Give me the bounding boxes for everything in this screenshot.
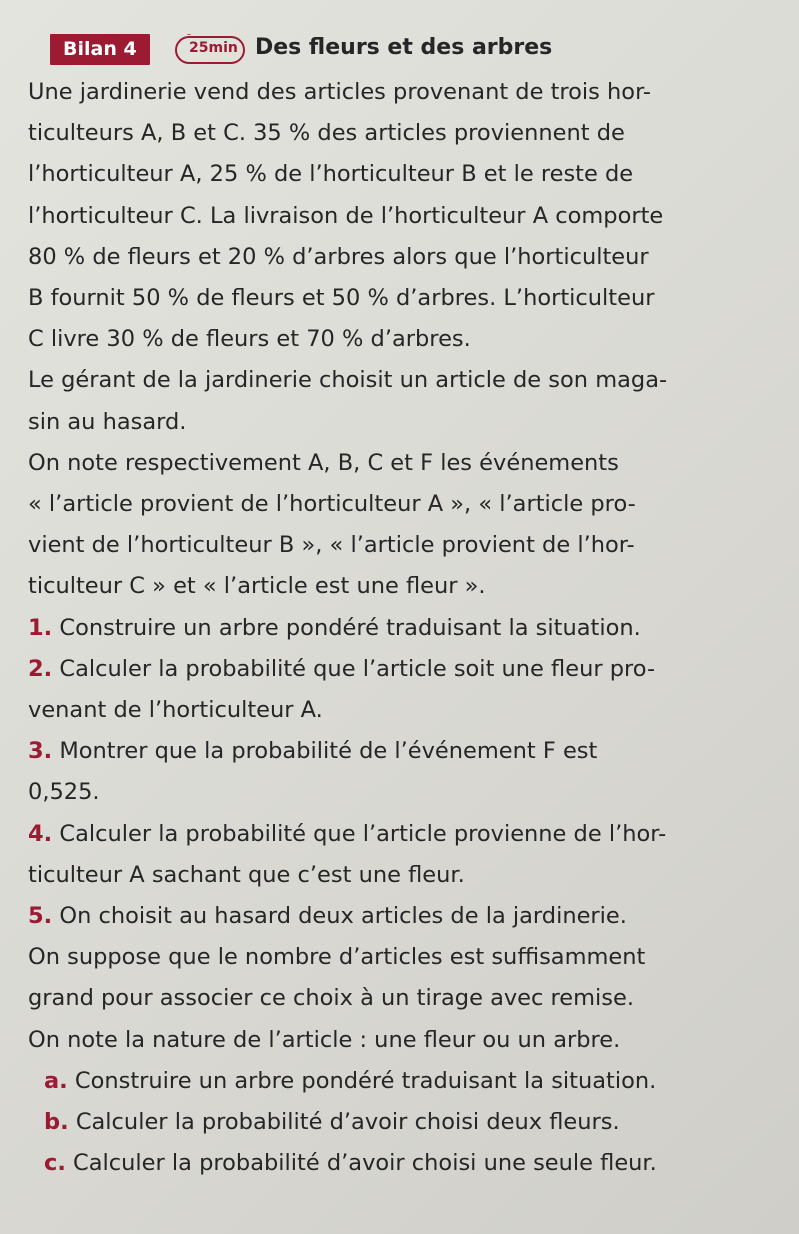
- question-text: Montrer que la probabilité de l’événement F est: [59, 738, 598, 765]
- subquestion-letter: c.: [44, 1150, 66, 1177]
- question-5-cont: grand pour associer ce choix à un tirage avec remise.: [28, 985, 635, 1012]
- timer-badge: [175, 34, 243, 64]
- subquestion-b: [14, 1102, 789, 1143]
- question-5-cont: On note la nature de l’article : une fleur ou un arbre.: [28, 1026, 621, 1053]
- intro-line: l’horticulteur A, 25 % de l’horticulteur B et le reste de: [28, 161, 634, 188]
- exercise-header: [14, 26, 789, 72]
- question-2-cont: venant de l’horticulteur A.: [28, 697, 323, 724]
- intro-line: ticulteur C » et « l’article est une fleur ».: [28, 573, 486, 600]
- question-4: [14, 814, 789, 855]
- question-number: 5.: [28, 903, 53, 930]
- subquestion-text: Calculer la probabilité d’avoir choisi deux fleurs.: [75, 1109, 620, 1136]
- question-2: [14, 649, 789, 690]
- question-1: [14, 608, 789, 649]
- question-5: [14, 896, 789, 937]
- intro-line: Une jardinerie vend des articles provenant de trois hor-: [28, 79, 652, 105]
- intro-line: ticulteurs A, B et C. 35 % des articles proviennent de: [28, 120, 625, 147]
- question-number: 3.: [28, 738, 53, 765]
- intro-text: [14, 72, 789, 608]
- subquestion-letter: a.: [44, 1067, 68, 1094]
- bilan-badge: Bilan 4: [50, 34, 150, 65]
- timer-label: 25min: [189, 40, 238, 56]
- intro-line: C livre 30 % de fleurs et 70 % d’arbres.: [28, 326, 471, 353]
- intro-line: l’horticulteur C. La livraison de l’horticulteur A comporte: [28, 202, 664, 229]
- intro-line: 80 % de fleurs et 20 % d’arbres alors que l’horticulteur: [28, 243, 649, 270]
- question-5-cont: On suppose que le nombre d’articles est suffisamment: [28, 944, 646, 971]
- intro-line: Le gérant de la jardinerie choisit un article de son maga-: [28, 367, 668, 394]
- question-3-cont: 0,525.: [28, 779, 100, 806]
- intro-line: vient de l’horticulteur B », « l’article provient de l’hor-: [28, 532, 635, 559]
- question-text: On choisit au hasard deux articles de la jardinerie.: [59, 903, 627, 930]
- intro-line: On note respectivement A, B, C et F les événements: [28, 449, 619, 476]
- subquestion-text: Construire un arbre pondéré traduisant la situation.: [74, 1067, 657, 1094]
- question-list: [14, 608, 789, 1185]
- question-text: Calculer la probabilité que l’article soit une fleur pro-: [59, 655, 656, 682]
- subquestion-letter: b.: [44, 1109, 69, 1136]
- exercise-page: [14, 26, 789, 1184]
- subquestion-text: Calculer la probabilité d’avoir choisi une seule fleur.: [73, 1150, 657, 1177]
- intro-line: B fournit 50 % de fleurs et 50 % d’arbres. L’horticulteur: [28, 285, 655, 312]
- question-3: [14, 731, 789, 772]
- intro-line: sin au hasard.: [28, 408, 187, 435]
- subquestion-c: [14, 1143, 789, 1184]
- exercise-title: Des fleurs et des arbres: [255, 35, 553, 60]
- subquestion-a: [14, 1061, 789, 1102]
- question-text: Calculer la probabilité que l’article provienne de l’hor-: [59, 820, 667, 847]
- intro-line: « l’article provient de l’horticulteur A », « l’article pro-: [28, 491, 636, 518]
- question-number: 1.: [28, 614, 53, 641]
- question-number: 4.: [28, 820, 53, 847]
- question-text: Construire un arbre pondéré traduisant la situation.: [59, 614, 641, 641]
- question-4-cont: ticulteur A sachant que c’est une fleur.: [28, 861, 465, 888]
- question-number: 2.: [28, 655, 53, 682]
